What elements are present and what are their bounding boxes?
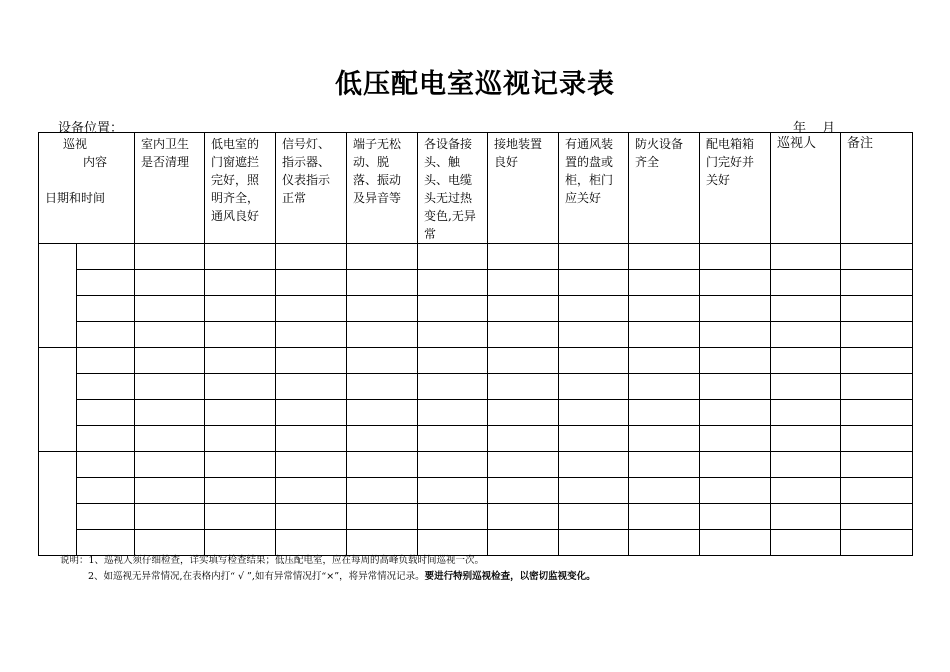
check-cell[interactable] <box>205 348 276 374</box>
check-cell[interactable] <box>771 270 841 296</box>
check-cell[interactable] <box>771 374 841 400</box>
check-cell[interactable] <box>700 504 771 530</box>
check-cell[interactable] <box>629 530 700 556</box>
check-cell[interactable] <box>488 478 559 504</box>
note-line-2 <box>60 569 596 585</box>
check-cell[interactable] <box>841 244 913 270</box>
check-cell[interactable] <box>276 348 347 374</box>
column-header: 信号灯、指示器、仪表指示正常 <box>276 133 347 244</box>
check-cell[interactable] <box>135 452 205 478</box>
check-cell[interactable] <box>700 452 771 478</box>
check-cell[interactable] <box>135 478 205 504</box>
check-cell[interactable] <box>347 426 418 452</box>
check-cell[interactable] <box>276 530 347 556</box>
check-cell[interactable] <box>771 452 841 478</box>
check-cell[interactable] <box>347 530 418 556</box>
check-cell[interactable] <box>205 244 276 270</box>
check-cell[interactable] <box>771 400 841 426</box>
header-date-time: 日期和时间 <box>45 191 106 205</box>
check-cell[interactable] <box>629 478 700 504</box>
check-cell[interactable] <box>488 530 559 556</box>
check-cell[interactable] <box>841 348 913 374</box>
check-cell[interactable] <box>629 322 700 348</box>
header-content: 内容 <box>83 155 108 169</box>
check-cell[interactable] <box>205 478 276 504</box>
check-cell[interactable] <box>135 426 205 452</box>
check-cell[interactable] <box>205 452 276 478</box>
check-cell[interactable] <box>418 426 488 452</box>
time-cell[interactable] <box>77 296 135 322</box>
date-cell[interactable] <box>39 348 77 452</box>
check-cell[interactable] <box>841 270 913 296</box>
check-cell[interactable] <box>559 374 629 400</box>
check-cell[interactable] <box>841 478 913 504</box>
check-cell[interactable] <box>418 530 488 556</box>
check-cell[interactable] <box>347 374 418 400</box>
check-cell[interactable] <box>418 400 488 426</box>
check-cell[interactable] <box>135 504 205 530</box>
check-cell[interactable] <box>700 478 771 504</box>
time-cell[interactable] <box>77 452 135 478</box>
check-cell[interactable] <box>700 322 771 348</box>
check-cell[interactable] <box>629 374 700 400</box>
check-cell[interactable] <box>347 348 418 374</box>
check-cell[interactable] <box>418 270 488 296</box>
check-cell[interactable] <box>488 348 559 374</box>
check-cell[interactable] <box>418 452 488 478</box>
date-cell[interactable] <box>39 452 77 556</box>
table-row <box>39 244 913 270</box>
check-cell[interactable] <box>771 296 841 322</box>
check-cell[interactable] <box>347 270 418 296</box>
check-cell[interactable] <box>841 452 913 478</box>
check-cell[interactable] <box>418 322 488 348</box>
check-cell[interactable] <box>205 530 276 556</box>
check-cell[interactable] <box>559 400 629 426</box>
check-cell[interactable] <box>841 530 913 556</box>
time-cell[interactable] <box>77 530 135 556</box>
check-cell[interactable] <box>347 452 418 478</box>
column-header: 端子无松动、脱落、振动及异音等 <box>347 133 418 244</box>
diagonal-header-cell <box>39 133 135 244</box>
check-cell[interactable] <box>418 296 488 322</box>
check-cell[interactable] <box>135 322 205 348</box>
check-cell[interactable] <box>205 296 276 322</box>
check-cell[interactable] <box>205 400 276 426</box>
column-header: 各设备接头、触头、电缆头无过热变色,无异常 <box>418 133 488 244</box>
year-month-label: 年 月 <box>793 121 836 136</box>
check-cell[interactable] <box>488 504 559 530</box>
table-row <box>39 322 913 348</box>
check-cell[interactable] <box>771 348 841 374</box>
note-line-1: 说明：1、巡视人须仔细检查，详实填写检查结果；低压配电室，应在每周的高峰负载时间巡视一次。 <box>60 555 485 566</box>
document-title: 低压配电室巡视记录表 <box>335 69 615 100</box>
check-cell[interactable] <box>205 426 276 452</box>
time-cell[interactable] <box>77 426 135 452</box>
equipment-location-label: 设备位置： <box>58 121 124 136</box>
column-header: 巡视人 <box>771 133 841 244</box>
check-cell[interactable] <box>418 244 488 270</box>
check-cell[interactable] <box>347 478 418 504</box>
check-cell[interactable] <box>700 244 771 270</box>
check-cell[interactable] <box>276 504 347 530</box>
table-row <box>39 504 913 530</box>
table-row <box>39 348 913 374</box>
check-cell[interactable] <box>488 400 559 426</box>
check-cell[interactable] <box>841 322 913 348</box>
check-cell[interactable] <box>841 400 913 426</box>
check-cell[interactable] <box>418 478 488 504</box>
check-cell[interactable] <box>347 244 418 270</box>
check-cell[interactable] <box>135 296 205 322</box>
check-cell[interactable] <box>488 296 559 322</box>
check-cell[interactable] <box>135 400 205 426</box>
check-cell[interactable] <box>135 374 205 400</box>
table-row <box>39 400 913 426</box>
check-cell[interactable] <box>276 296 347 322</box>
check-cell[interactable] <box>488 452 559 478</box>
column-header: 备注 <box>841 133 913 244</box>
check-cell[interactable] <box>347 296 418 322</box>
check-cell[interactable] <box>488 244 559 270</box>
check-cell[interactable] <box>559 322 629 348</box>
check-cell[interactable] <box>347 322 418 348</box>
time-cell[interactable] <box>77 400 135 426</box>
check-cell[interactable] <box>700 530 771 556</box>
check-cell[interactable] <box>771 530 841 556</box>
check-cell[interactable] <box>629 348 700 374</box>
date-cell[interactable] <box>39 244 77 348</box>
table-row <box>39 478 913 504</box>
check-cell[interactable] <box>276 270 347 296</box>
column-header: 有通风装置的盘或柜，柜门应关好 <box>559 133 629 244</box>
check-cell[interactable] <box>841 426 913 452</box>
check-cell[interactable] <box>276 374 347 400</box>
check-cell[interactable] <box>276 426 347 452</box>
check-cell[interactable] <box>418 504 488 530</box>
check-cell[interactable] <box>629 400 700 426</box>
time-cell[interactable] <box>77 504 135 530</box>
check-cell[interactable] <box>771 478 841 504</box>
check-cell[interactable] <box>488 426 559 452</box>
check-cell[interactable] <box>700 270 771 296</box>
time-cell[interactable] <box>77 374 135 400</box>
check-cell[interactable] <box>629 426 700 452</box>
check-cell[interactable] <box>841 504 913 530</box>
check-cell[interactable] <box>205 322 276 348</box>
check-cell[interactable] <box>559 478 629 504</box>
time-cell[interactable] <box>77 348 135 374</box>
column-header: 配电箱箱门完好并关好 <box>700 133 771 244</box>
header-row <box>39 133 913 244</box>
check-cell[interactable] <box>205 504 276 530</box>
time-cell[interactable] <box>77 478 135 504</box>
check-cell[interactable] <box>559 244 629 270</box>
check-cell[interactable] <box>771 504 841 530</box>
check-cell[interactable] <box>488 374 559 400</box>
check-cell[interactable] <box>700 296 771 322</box>
check-cell[interactable] <box>276 400 347 426</box>
check-cell[interactable] <box>347 504 418 530</box>
check-cell[interactable] <box>559 530 629 556</box>
check-cell[interactable] <box>135 244 205 270</box>
check-cell[interactable] <box>700 374 771 400</box>
check-cell[interactable] <box>559 270 629 296</box>
column-header: 室内卫生是否清理 <box>135 133 205 244</box>
table-row <box>39 452 913 478</box>
check-cell[interactable] <box>135 348 205 374</box>
check-cell[interactable] <box>559 348 629 374</box>
check-cell[interactable] <box>276 322 347 348</box>
check-cell[interactable] <box>276 478 347 504</box>
table-row <box>39 296 913 322</box>
check-cell[interactable] <box>700 426 771 452</box>
time-cell[interactable] <box>77 244 135 270</box>
check-cell[interactable] <box>418 374 488 400</box>
check-cell[interactable] <box>559 504 629 530</box>
check-cell[interactable] <box>276 244 347 270</box>
check-cell[interactable] <box>347 400 418 426</box>
check-cell[interactable] <box>276 452 347 478</box>
check-cell[interactable] <box>559 426 629 452</box>
note-line-2-bold: 要进行特别巡视检查，以密切监视变化。 <box>424 571 596 582</box>
check-cell[interactable] <box>488 270 559 296</box>
column-header: 接地装置良好 <box>488 133 559 244</box>
check-cell[interactable] <box>771 244 841 270</box>
column-header: 低电室的门窗遮拦完好，照明齐全，通风良好 <box>205 133 276 244</box>
check-cell[interactable] <box>771 322 841 348</box>
check-cell[interactable] <box>488 322 559 348</box>
check-cell[interactable] <box>700 348 771 374</box>
time-cell[interactable] <box>77 322 135 348</box>
table-row <box>39 270 913 296</box>
column-header: 防火设备齐全 <box>629 133 700 244</box>
check-cell[interactable] <box>629 270 700 296</box>
note-line-2-text: 2、如巡视无异常情况,在表格内打“ √ ”,如有异常情况打“×”，将异常情况记录。 <box>88 571 425 582</box>
check-cell[interactable] <box>841 296 913 322</box>
check-cell[interactable] <box>629 452 700 478</box>
time-cell[interactable] <box>77 270 135 296</box>
notes <box>60 553 596 585</box>
table-row <box>39 374 913 400</box>
check-cell[interactable] <box>841 374 913 400</box>
header-patrol: 巡视 <box>63 137 88 151</box>
check-cell[interactable] <box>418 348 488 374</box>
log-body <box>39 244 913 556</box>
table-row <box>39 530 913 556</box>
inspection-log-table <box>38 132 913 556</box>
check-cell[interactable] <box>629 244 700 270</box>
check-cell[interactable] <box>629 504 700 530</box>
check-cell[interactable] <box>559 296 629 322</box>
check-cell[interactable] <box>559 452 629 478</box>
check-cell[interactable] <box>700 400 771 426</box>
check-cell[interactable] <box>135 530 205 556</box>
check-cell[interactable] <box>205 270 276 296</box>
check-cell[interactable] <box>135 270 205 296</box>
check-cell[interactable] <box>771 426 841 452</box>
check-cell[interactable] <box>629 296 700 322</box>
check-cell[interactable] <box>205 374 276 400</box>
table-row <box>39 426 913 452</box>
